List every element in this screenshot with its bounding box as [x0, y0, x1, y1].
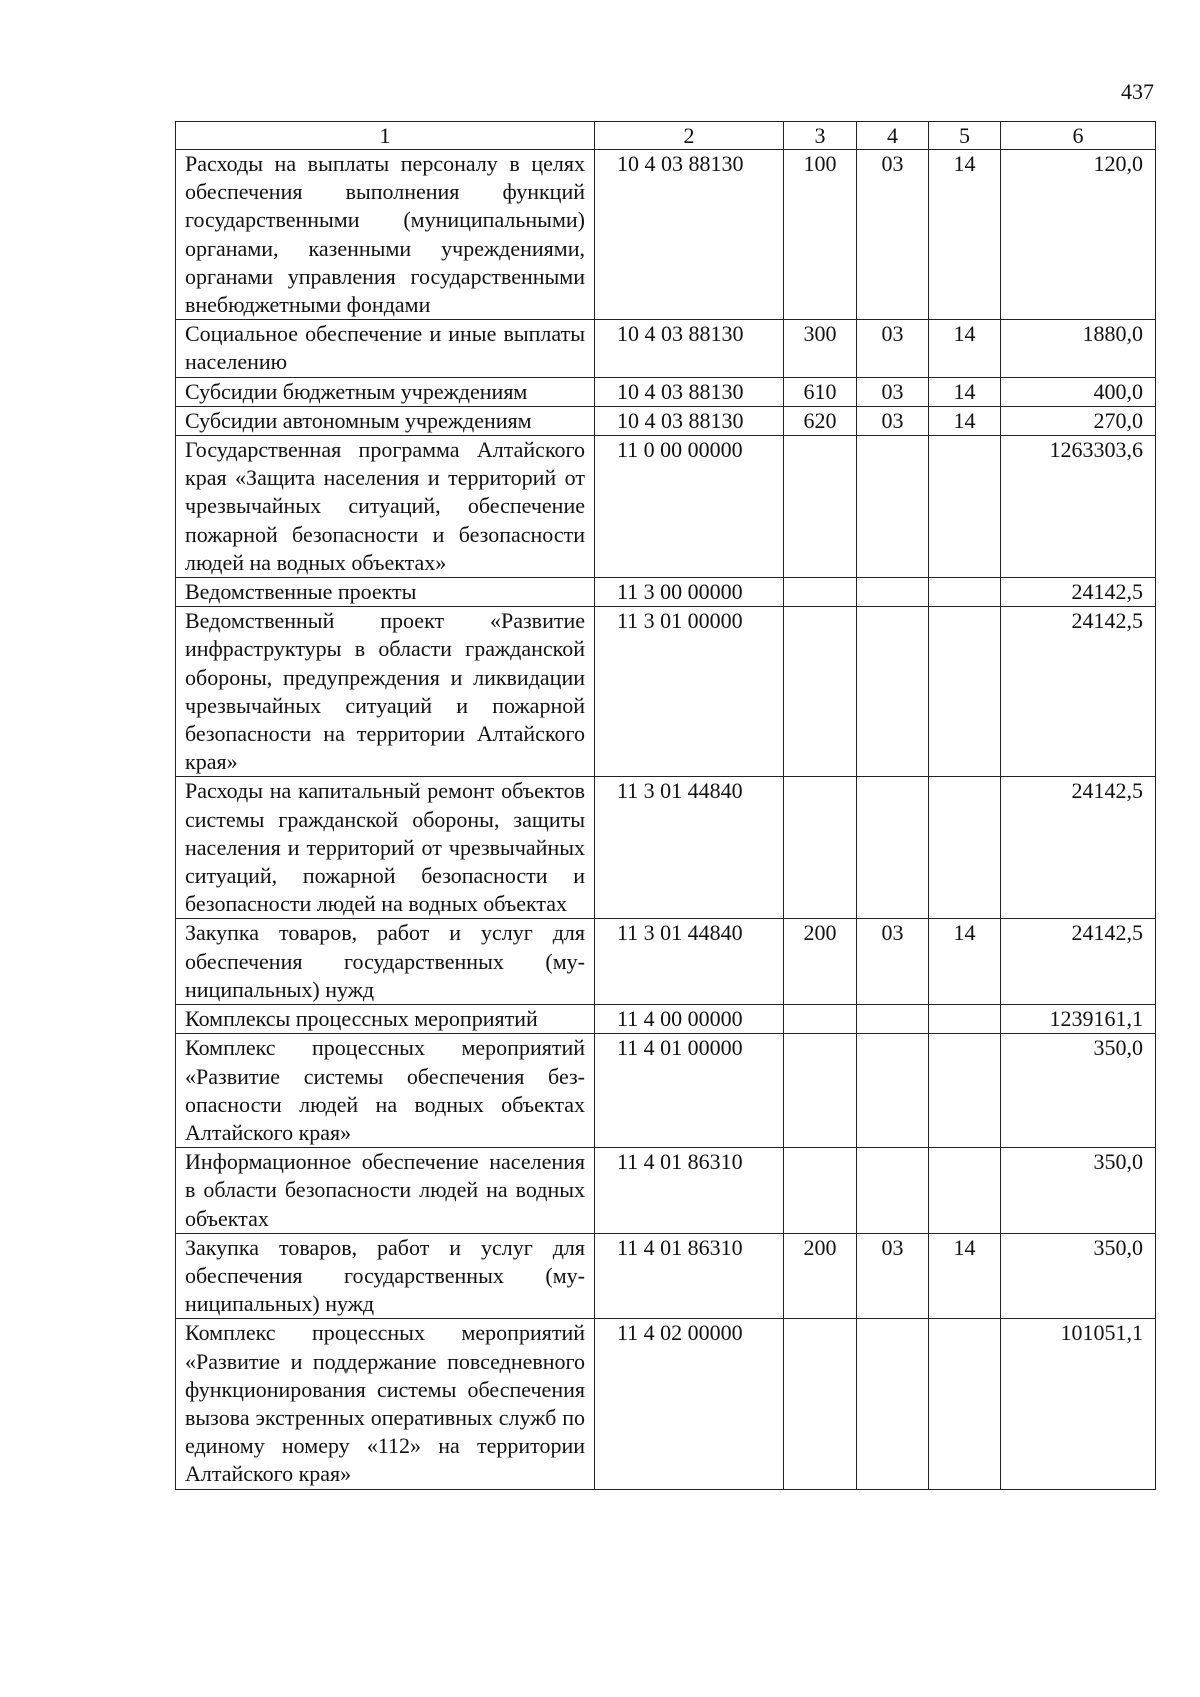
table-row: [176, 1148, 1156, 1234]
row-col5: 14: [929, 320, 1001, 377]
table-row: [176, 1319, 1156, 1489]
table-row: [176, 406, 1156, 435]
table-header-row: [176, 122, 1156, 150]
row-description: Расходы на капитальный ремонт объектов системы гражданской обороны, защиты населения и территорий от чрезвычайных ситуаций, пожарной безопасности и безопасности людей на водных объектах: [176, 777, 595, 919]
row-amount: 350,0: [1001, 1148, 1156, 1234]
row-col5: 14: [929, 919, 1001, 1005]
row-description: Расходы на выплаты персоналу в целях обеспечения выполнения функций государственными (муниципальными) органами, казенными учреждениями, органами управления государственными внебюджетными фондами: [176, 150, 595, 320]
row-col3: [784, 777, 857, 919]
row-code: 11 3 00 00000: [595, 578, 784, 607]
row-description: Комплексы процессных мероприятий: [176, 1005, 595, 1034]
row-col5: 14: [929, 377, 1001, 406]
row-amount: 350,0: [1001, 1233, 1156, 1319]
table-row: [176, 1005, 1156, 1034]
row-col3: [784, 607, 857, 777]
row-description: Субсидии бюджетным учреждениям: [176, 377, 595, 406]
row-col5: [929, 777, 1001, 919]
row-code: 11 3 01 44840: [595, 777, 784, 919]
row-description: Ведомственные проекты: [176, 578, 595, 607]
row-code: 11 4 01 86310: [595, 1233, 784, 1319]
row-code: 11 4 01 86310: [595, 1148, 784, 1234]
table-row: [176, 919, 1156, 1005]
row-code: 11 0 00 00000: [595, 436, 784, 578]
row-description: Информационное обеспечение населения в области безопасности людей на водных объектах: [176, 1148, 595, 1234]
column-header-3: 3: [784, 122, 857, 150]
row-col4: [857, 1005, 929, 1034]
table-row: [176, 1034, 1156, 1148]
column-header-4: 4: [857, 122, 929, 150]
row-code: 11 3 01 00000: [595, 607, 784, 777]
row-col5: [929, 1319, 1001, 1489]
row-col5: [929, 1148, 1001, 1234]
row-col3: 300: [784, 320, 857, 377]
budget-table: [175, 121, 1156, 1490]
row-amount: 350,0: [1001, 1034, 1156, 1148]
column-header-6: 6: [1001, 122, 1156, 150]
row-col4: [857, 1034, 929, 1148]
row-col4: 03: [857, 320, 929, 377]
row-amount: 24142,5: [1001, 777, 1156, 919]
row-col3: [784, 1319, 857, 1489]
table-row: [176, 150, 1156, 320]
table-row: [176, 607, 1156, 777]
row-description: Субсидии автономным учреждениям: [176, 406, 595, 435]
row-col4: [857, 1148, 929, 1234]
row-amount: 120,0: [1001, 150, 1156, 320]
row-code: 10 4 03 88130: [595, 320, 784, 377]
row-code: 10 4 03 88130: [595, 377, 784, 406]
row-col5: [929, 607, 1001, 777]
column-header-1: 1: [176, 122, 595, 150]
row-amount: 1239161,1: [1001, 1005, 1156, 1034]
row-col5: [929, 578, 1001, 607]
row-col3: 200: [784, 1233, 857, 1319]
row-col4: [857, 436, 929, 578]
row-col3: 100: [784, 150, 857, 320]
table-row: [176, 377, 1156, 406]
row-col5: 14: [929, 1233, 1001, 1319]
row-amount: 270,0: [1001, 406, 1156, 435]
row-col3: [784, 436, 857, 578]
row-col5: [929, 1005, 1001, 1034]
row-col4: 03: [857, 406, 929, 435]
row-col5: [929, 1034, 1001, 1148]
column-header-2: 2: [595, 122, 784, 150]
table-row: [176, 320, 1156, 377]
row-col4: [857, 777, 929, 919]
row-amount: 400,0: [1001, 377, 1156, 406]
row-col3: 620: [784, 406, 857, 435]
row-description: Ведомственный проект «Развитие инфраструктуры в области гражданской обороны, предупреждения и ликвидации чрезвычайных ситуаций и пожарной безопасности на территории Алтайского края»: [176, 607, 595, 777]
row-col4: 03: [857, 150, 929, 320]
row-col4: 03: [857, 1233, 929, 1319]
row-description: Социальное обеспечение и иные выплаты населению: [176, 320, 595, 377]
row-code: 11 4 00 00000: [595, 1005, 784, 1034]
table-row: [176, 1233, 1156, 1319]
row-amount: 1880,0: [1001, 320, 1156, 377]
row-col5: [929, 436, 1001, 578]
column-header-5: 5: [929, 122, 1001, 150]
row-col4: 03: [857, 377, 929, 406]
row-amount: 101051,1: [1001, 1319, 1156, 1489]
page-number: 437: [1121, 79, 1154, 104]
row-col5: 14: [929, 150, 1001, 320]
row-col3: 200: [784, 919, 857, 1005]
row-code: 11 4 01 00000: [595, 1034, 784, 1148]
row-col3: 610: [784, 377, 857, 406]
row-col4: [857, 607, 929, 777]
table-row: [176, 777, 1156, 919]
row-amount: 24142,5: [1001, 607, 1156, 777]
row-col4: [857, 1319, 929, 1489]
row-col4: [857, 578, 929, 607]
row-description: Закупка товаров, работ и услуг для обеспечения государственных (муниципальных) нужд: [176, 1233, 595, 1319]
row-col5: 14: [929, 406, 1001, 435]
row-col3: [784, 1148, 857, 1234]
row-code: 10 4 03 88130: [595, 406, 784, 435]
row-description: Государственная программа Алтайского края «Защита населения и территорий от чрезвычайных ситуаций, обеспечение пожарной безопасности и безопасности людей на водных объектах»: [176, 436, 595, 578]
row-description: Комплекс процессных мероприятий «Развитие системы обеспечения безопасности людей на водных объектах Алтайского края»: [176, 1034, 595, 1148]
row-amount: 1263303,6: [1001, 436, 1156, 578]
row-description: Комплекс процессных мероприятий «Развитие и поддержание повседневного функционирования системы обеспечения вызова экстренных оперативных служб по единому номеру «112» на территории Алтайского края»: [176, 1319, 595, 1489]
row-col3: [784, 1034, 857, 1148]
row-code: 11 4 02 00000: [595, 1319, 784, 1489]
table-row: [176, 436, 1156, 578]
table-row: [176, 578, 1156, 607]
row-amount: 24142,5: [1001, 578, 1156, 607]
row-amount: 24142,5: [1001, 919, 1156, 1005]
row-col3: [784, 1005, 857, 1034]
row-col3: [784, 578, 857, 607]
row-description: Закупка товаров, работ и услуг для обеспечения государственных (муниципальных) нужд: [176, 919, 595, 1005]
row-code: 10 4 03 88130: [595, 150, 784, 320]
row-code: 11 3 01 44840: [595, 919, 784, 1005]
row-col4: 03: [857, 919, 929, 1005]
